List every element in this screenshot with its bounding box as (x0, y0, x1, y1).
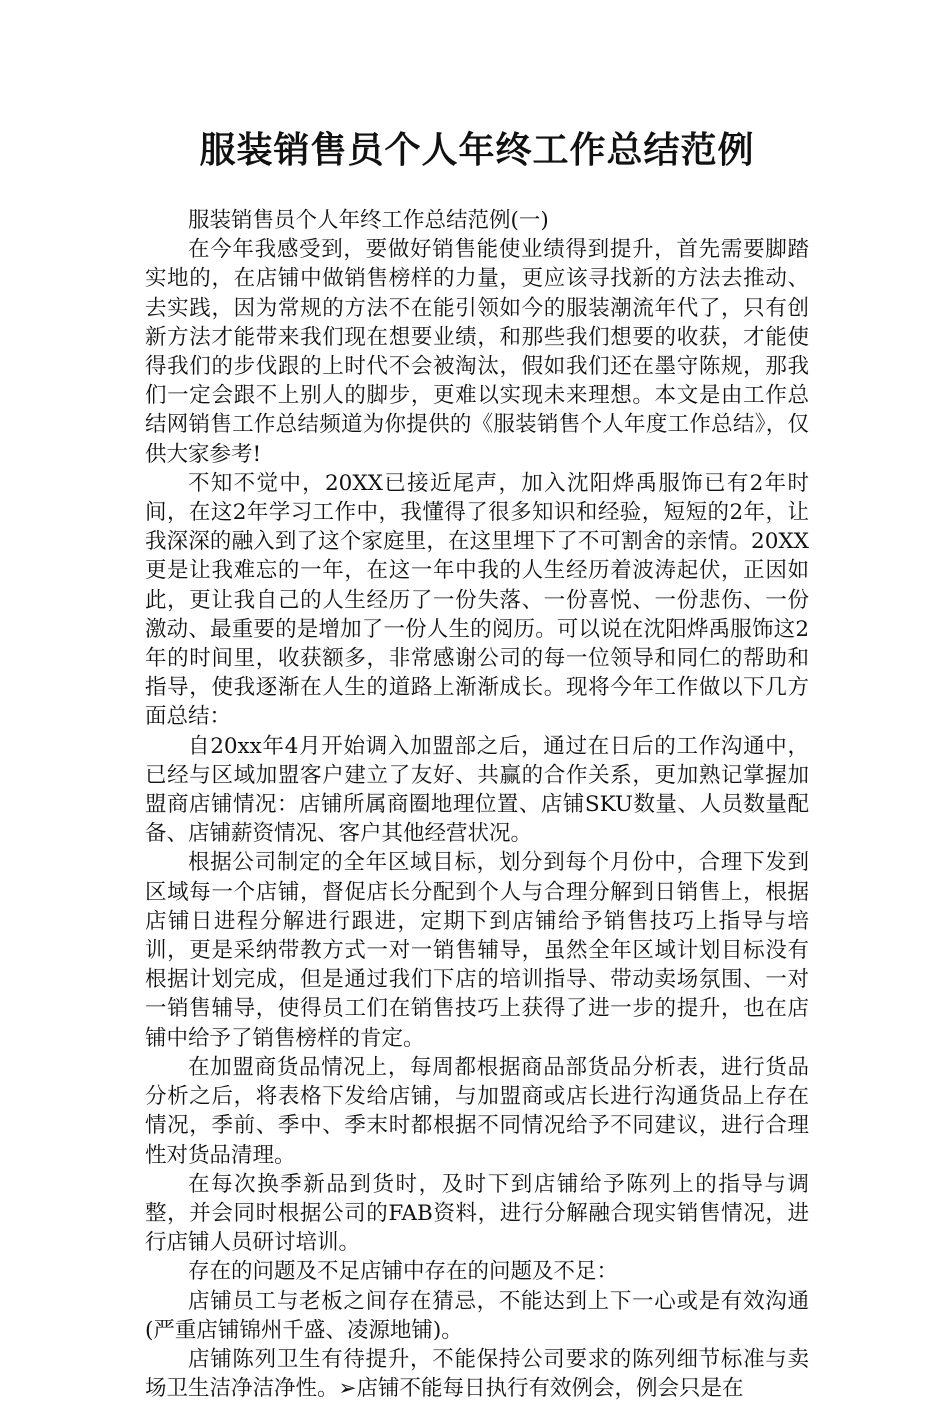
paragraph-intro: 在今年我感受到，要做好销售能使业绩得到提升，首先需要脚踏实地的，在店铺中做销售榜样的力量，更应该寻找新的方法去推动、去实践，因为常规的方法不在能引领如今的服装潮流年代了，只有创新方法才能带来我们现在想要业绩，和那些我们想要的收获，才能使得我们的步伐跟的上时代不会被淘汰，假如我们还在墨守陈规，那我们一定会跟不上别人的脚步，更难以实现未来理想。本文是由工作总结网销售工作总结频道为你提供的《服装销售个人年度工作总结》，仅供大家参考! (145, 237, 809, 467)
document-page (145, 126, 809, 1403)
paragraph-problem-display: 店铺陈列卫生有待提升，不能保持公司要求的陈列细节标准与卖场卫生洁净洁净性。➢店铺不能每日执行有效例会，例会只是在 (145, 1346, 809, 1402)
document-title: 服装销售员个人年终工作总结范例 (199, 130, 755, 171)
paragraph-problems-heading: 存在的问题及不足店铺中存在的问题及不足： (188, 1259, 619, 1285)
paragraph-inventory: 在加盟商货品情况上，每周都根据商品部货品分析表，进行货品分析之后，将表格下发给店铺，与加盟商或店长进行沟通货品上存在情况，季前、季中、季末时都根据不同情况给予不同建议，进行合理性对货品清理。 (145, 1054, 809, 1168)
paragraph-problem-staff: 店铺员工与老板之间存在猜忌，不能达到上下一心或是有效沟通(严重店铺锦州千盛、凌源地铺)。 (145, 1288, 809, 1343)
paragraph-subtitle: 服装销售员个人年终工作总结范例(一) (188, 208, 549, 233)
paragraph-sales-targets: 根据公司制定的全年区域目标，划分到每个月份中，合理下发到区域每一个店铺，督促店长分配到个人与合理分解到日销售上，根据店铺日进程分解进行跟进，定期下到店铺给予销售技巧上指导与培训，更是采纳带教方式一对一销售辅导，虽然全年区域计划目标没有根据计划完成，但是通过我们下店的培训指导、带动卖场氛围、一对一销售辅导，使得员工们在销售技巧上获得了进一步的提升，也在店铺中给予了销售榜样的肯定。 (145, 850, 809, 1051)
paragraph-overview: 不知不觉中，20XX已接近尾声，加入沈阳烨禹服饰已有2年时间，在这2年学习工作中，我懂得了很多知识和经验，短短的2年，让我深深的融入到了这个家庭里，在这里埋下了不可割舍的亲情。20XX更是让我难忘的一年，在这一年中我的人生经历着波涛起伏，正因如此，更让我自己的人生经历了一份失落、一份喜悦、一份悲伤、一份激动、最重要的是增加了一份人生的阅历。可以说在沈阳烨禹服饰这2年的时间里，收获额多，非常感谢公司的每一位领导和同仁的帮助和指导，使我逐渐在人生的道路上渐渐成长。现将今年工作做以下几方面总结： (145, 470, 809, 730)
paragraph-new-season: 在每次换季新品到货时，及时下到店铺给予陈列上的指导与调整，并会同时根据公司的FAB资料，进行分解融合现实销售情况，进行店铺人员研讨培训。 (145, 1171, 809, 1256)
paragraph-franchise-relations: 自20xx年4月开始调入加盟部之后，通过在日后的工作沟通中，已经与区域加盟客户建立了友好、共赢的合作关系，更加熟记掌握加盟商店铺情况：店铺所属商圈地理位置、店铺SKU数量、人员数量配备、店铺薪资情况、客户其他经营状况。 (145, 733, 809, 847)
